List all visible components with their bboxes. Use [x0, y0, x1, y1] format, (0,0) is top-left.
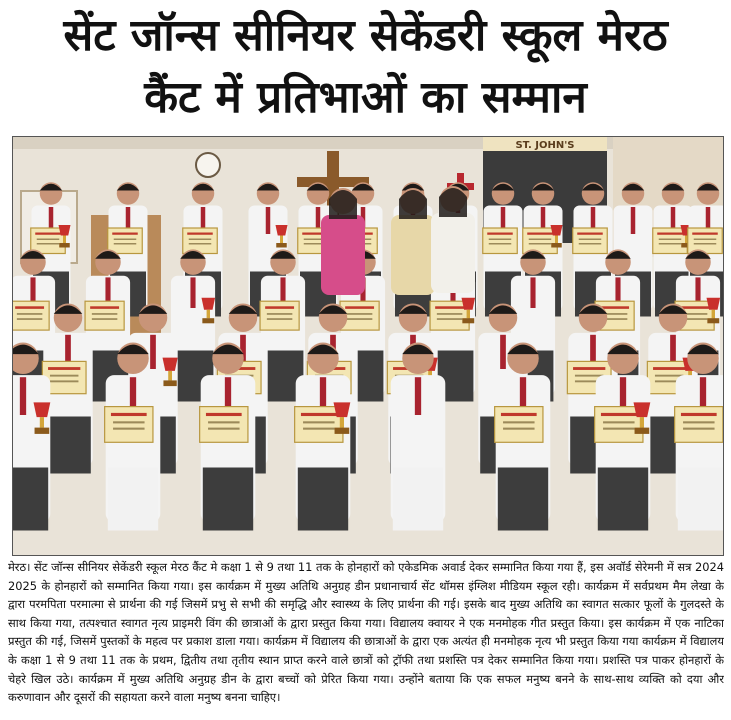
group-photo	[12, 136, 724, 556]
article-body: मेरठ। सेंट जॉन्स सीनियर सेकेंडरी स्कूल मेरठ कैंट मे कक्षा 1 से 9 तथा 11 तक के होनहारों को एकेडमिक अवार्ड देकर सम्मानित किया गया हैं, इस अवॉर्ड सेरेमनी में सत्र 2024 2025 के होनहारों को सम्मानित किया गया। इस कार्यक्रम में मुख्य अतिथि अनुग्रह डीन प्रधानाचार्य सेंट थॉमस इंग्लिश मीडियम स्कूल रही। कार्यक्रम में सर्वप्रथम मैम लेखा के द्वारा परमपिता परमात्मा से प्रार्थना की गई जिसमें प्रभु से सभी की समृद्धि और स्वास्थ्य के लिए प्रार्थना की गई। इसके बाद मुख्य अतिथि का स्वागत सत्कार फूलों के गुलदस्ते के साथ किया गया, तत्पश्चात स्वागत नृत्य प्राइमरी विंग की छात्राओं के द्वारा प्रस्तुत किया गया। विद्यालय क्वायर ने एक मनमोहक गीत प्रस्तुत किया। इस कार्यक्रम में एक नाटिका प्रस्तुत की गई, जिसमें पुस्तकों के महत्व पर प्रकाश डाला गया। कार्यक्रम में विद्यालय की छात्राओं के द्वारा एक अत्यंत ही मनमोहक नृत्य भी प्रस्तुत किया गया कार्यक्रम में विद्यालय के कक्षा 1 से 9 तथा 11 तक के प्रथम, द्वितीय तथा तृतीय स्थान प्राप्त करने वाले छात्रों को ट्रॉफी तथा प्रशस्ति पत्र देकर सम्मानित किया गया। प्रशस्ति पत्र पाकर होनहारों के चेहरे खिल उठे। कार्यक्रम में मुख्य अतिथि अनुग्रह डीन के द्वारा बच्चों को प्रेरित किया गया। उन्होंने बताया कि एक सफल मनुष्य बनने के साथ-साथ व्यक्ति को दया और करुणावान और दूसरों की सहायता करने वाला मनुष्य बनना चाहिए।	[8, 560, 724, 705]
headline	[0, 0, 731, 134]
wall-clock-icon	[196, 153, 220, 177]
headline-line-2: कैंट में प्रतिभाओं का सम्मान	[144, 72, 587, 123]
group-photo-illustration	[13, 137, 723, 555]
banner-text: ST. JOHN'S	[515, 140, 575, 151]
headline-line-1: सेंट जॉन्स सीनियर सेकेंडरी स्कूल मेरठ	[63, 10, 668, 61]
